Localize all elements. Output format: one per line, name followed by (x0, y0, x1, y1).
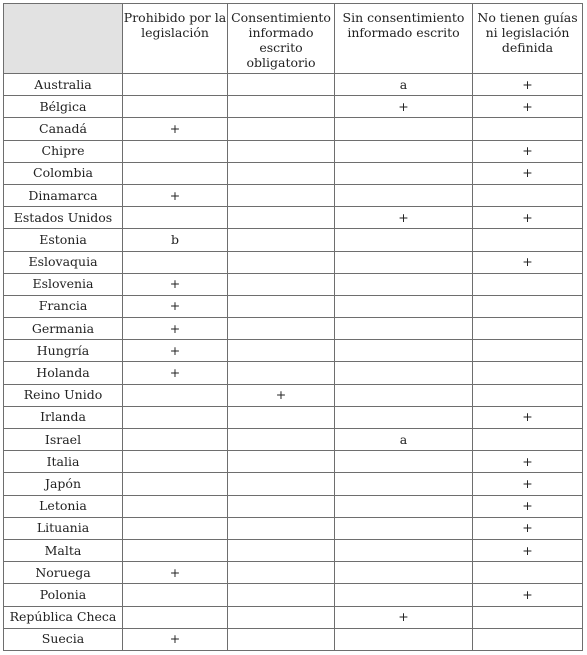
table-body (4, 74, 583, 651)
cell-sin-consentimiento (335, 340, 473, 362)
cell-sin-guias (473, 562, 583, 584)
cell-sin-consentimiento (335, 539, 473, 561)
cell-prohibido (123, 517, 228, 539)
cell-country: Estados Unidos (4, 207, 123, 229)
cell-prohibido: + (123, 340, 228, 362)
cell-country: Japón (4, 473, 123, 495)
cell-sin-consentimiento (335, 562, 473, 584)
cell-sin-consentimiento (335, 184, 473, 206)
cell-sin-consentimiento: a (335, 429, 473, 451)
cell-sin-guias: + (473, 96, 583, 118)
cell-sin-guias: + (473, 451, 583, 473)
cell-country: República Checa (4, 606, 123, 628)
cell-consentimiento-obligatorio (228, 517, 335, 539)
cell-country: Francia (4, 295, 123, 317)
table-row (4, 539, 583, 561)
cell-prohibido: + (123, 118, 228, 140)
table-row (4, 74, 583, 96)
cell-sin-consentimiento (335, 118, 473, 140)
cell-consentimiento-obligatorio (228, 74, 335, 96)
cell-sin-guias (473, 340, 583, 362)
cell-consentimiento-obligatorio (228, 207, 335, 229)
cell-country: Colombia (4, 162, 123, 184)
cell-sin-consentimiento (335, 584, 473, 606)
cell-sin-guias: + (473, 162, 583, 184)
header-sin-consentimiento: Sin consentimiento informado escrito (335, 4, 473, 74)
cell-prohibido: + (123, 295, 228, 317)
cell-sin-consentimiento (335, 384, 473, 406)
cell-sin-consentimiento (335, 162, 473, 184)
cell-sin-consentimiento (335, 140, 473, 162)
cell-sin-consentimiento (335, 295, 473, 317)
cell-consentimiento-obligatorio (228, 184, 335, 206)
cell-consentimiento-obligatorio (228, 429, 335, 451)
cell-country: Malta (4, 539, 123, 561)
cell-sin-guias: + (473, 495, 583, 517)
cell-prohibido: + (123, 273, 228, 295)
cell-prohibido (123, 451, 228, 473)
cell-sin-guias: + (473, 406, 583, 428)
cell-sin-guias: + (473, 473, 583, 495)
cell-prohibido (123, 606, 228, 628)
header-prohibido: Prohibido por la legislación (123, 4, 228, 74)
cell-consentimiento-obligatorio (228, 362, 335, 384)
cell-sin-guias: + (473, 251, 583, 273)
cell-sin-consentimiento (335, 473, 473, 495)
cell-country: Israel (4, 429, 123, 451)
cell-country: Canadá (4, 118, 123, 140)
cell-prohibido (123, 384, 228, 406)
cell-sin-guias (473, 229, 583, 251)
cell-consentimiento-obligatorio (228, 295, 335, 317)
cell-country: Australia (4, 74, 123, 96)
table-row (4, 162, 583, 184)
legislation-table (3, 3, 583, 651)
cell-consentimiento-obligatorio (228, 318, 335, 340)
cell-country: Irlanda (4, 406, 123, 428)
cell-sin-consentimiento (335, 362, 473, 384)
cell-country: Noruega (4, 562, 123, 584)
cell-sin-guias: + (473, 517, 583, 539)
table-row (4, 628, 583, 650)
cell-country: Hungría (4, 340, 123, 362)
cell-prohibido (123, 406, 228, 428)
cell-prohibido: + (123, 362, 228, 384)
cell-prohibido (123, 251, 228, 273)
cell-prohibido: + (123, 184, 228, 206)
table-row (4, 429, 583, 451)
cell-sin-consentimiento (335, 406, 473, 428)
cell-sin-guias (473, 318, 583, 340)
table-row (4, 406, 583, 428)
table-row (4, 251, 583, 273)
cell-consentimiento-obligatorio (228, 340, 335, 362)
cell-consentimiento-obligatorio (228, 451, 335, 473)
cell-sin-guias: + (473, 539, 583, 561)
table-row (4, 495, 583, 517)
cell-country: Germania (4, 318, 123, 340)
cell-prohibido: + (123, 318, 228, 340)
cell-prohibido: b (123, 229, 228, 251)
header-row (4, 4, 583, 74)
cell-consentimiento-obligatorio (228, 473, 335, 495)
cell-sin-guias: + (473, 207, 583, 229)
table-row (4, 362, 583, 384)
table-row (4, 562, 583, 584)
table-row (4, 229, 583, 251)
cell-prohibido (123, 74, 228, 96)
cell-sin-guias (473, 118, 583, 140)
cell-consentimiento-obligatorio (228, 140, 335, 162)
table-row (4, 273, 583, 295)
cell-sin-consentimiento: + (335, 207, 473, 229)
cell-sin-consentimiento (335, 451, 473, 473)
cell-prohibido (123, 539, 228, 561)
header-consentimiento-obligatorio: Consentimiento informado escrito obligatorio (228, 4, 335, 74)
cell-consentimiento-obligatorio (228, 406, 335, 428)
table-row (4, 118, 583, 140)
table-row (4, 384, 583, 406)
cell-consentimiento-obligatorio (228, 229, 335, 251)
table-row (4, 584, 583, 606)
cell-sin-consentimiento (335, 628, 473, 650)
cell-sin-consentimiento: + (335, 96, 473, 118)
table-row (4, 295, 583, 317)
cell-country: Suecia (4, 628, 123, 650)
header-sin-guias: No tienen guías ni legislación definida (473, 4, 583, 74)
table-row (4, 517, 583, 539)
table-row (4, 318, 583, 340)
cell-country: Eslovenia (4, 273, 123, 295)
table-row (4, 96, 583, 118)
cell-prohibido (123, 584, 228, 606)
cell-consentimiento-obligatorio (228, 606, 335, 628)
cell-sin-consentimiento (335, 229, 473, 251)
table-row (4, 451, 583, 473)
cell-prohibido: + (123, 562, 228, 584)
cell-sin-guias (473, 273, 583, 295)
cell-country: Estonia (4, 229, 123, 251)
cell-sin-guias (473, 628, 583, 650)
cell-prohibido: + (123, 628, 228, 650)
cell-sin-guias: + (473, 74, 583, 96)
cell-sin-guias (473, 295, 583, 317)
cell-sin-guias (473, 362, 583, 384)
table-row (4, 184, 583, 206)
table-row (4, 606, 583, 628)
cell-prohibido (123, 495, 228, 517)
cell-sin-consentimiento (335, 251, 473, 273)
cell-sin-guias (473, 606, 583, 628)
cell-country: Dinamarca (4, 184, 123, 206)
cell-sin-consentimiento (335, 495, 473, 517)
cell-country: Polonia (4, 584, 123, 606)
cell-country: Reino Unido (4, 384, 123, 406)
cell-consentimiento-obligatorio (228, 162, 335, 184)
cell-consentimiento-obligatorio (228, 628, 335, 650)
cell-consentimiento-obligatorio (228, 539, 335, 561)
cell-prohibido (123, 140, 228, 162)
cell-sin-consentimiento: + (335, 606, 473, 628)
cell-prohibido (123, 473, 228, 495)
table-row (4, 473, 583, 495)
cell-consentimiento-obligatorio (228, 562, 335, 584)
table-row (4, 140, 583, 162)
cell-sin-guias (473, 184, 583, 206)
table-row (4, 207, 583, 229)
header-corner (4, 4, 123, 74)
cell-prohibido (123, 207, 228, 229)
cell-prohibido (123, 162, 228, 184)
table-row (4, 340, 583, 362)
cell-consentimiento-obligatorio (228, 584, 335, 606)
cell-country: Letonia (4, 495, 123, 517)
cell-country: Eslovaquia (4, 251, 123, 273)
cell-sin-guias: + (473, 584, 583, 606)
cell-country: Chipre (4, 140, 123, 162)
cell-sin-guias (473, 429, 583, 451)
cell-prohibido (123, 96, 228, 118)
cell-consentimiento-obligatorio (228, 251, 335, 273)
cell-prohibido (123, 429, 228, 451)
cell-country: Italia (4, 451, 123, 473)
cell-consentimiento-obligatorio (228, 273, 335, 295)
cell-consentimiento-obligatorio: + (228, 384, 335, 406)
cell-country: Lituania (4, 517, 123, 539)
cell-consentimiento-obligatorio (228, 118, 335, 140)
cell-sin-consentimiento (335, 318, 473, 340)
cell-sin-consentimiento: a (335, 74, 473, 96)
cell-sin-guias: + (473, 140, 583, 162)
cell-sin-consentimiento (335, 273, 473, 295)
cell-country: Bélgica (4, 96, 123, 118)
cell-sin-guias (473, 384, 583, 406)
cell-consentimiento-obligatorio (228, 495, 335, 517)
cell-country: Holanda (4, 362, 123, 384)
cell-consentimiento-obligatorio (228, 96, 335, 118)
cell-sin-consentimiento (335, 517, 473, 539)
